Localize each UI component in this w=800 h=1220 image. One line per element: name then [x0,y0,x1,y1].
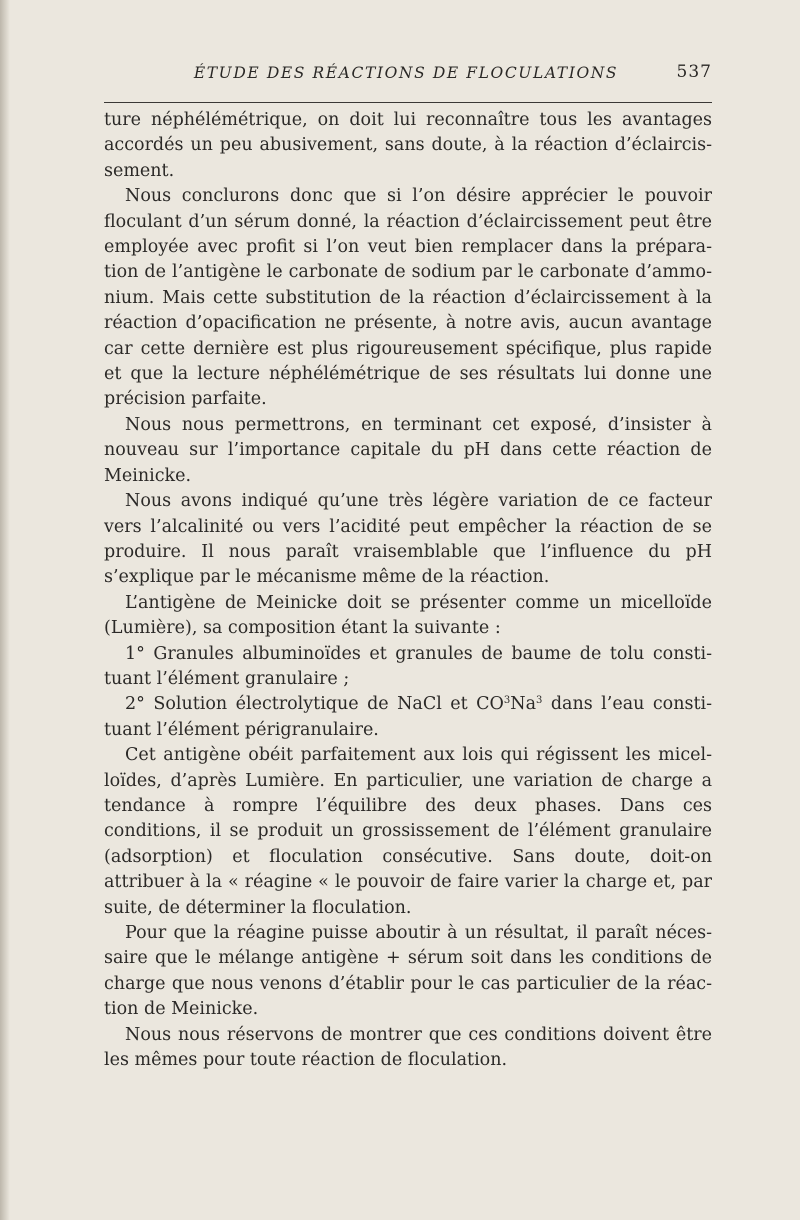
paragraph: L’antigène de Meinicke doit se présenter comme un micelloïde (Lumière), sa composition étant la suivante : [104,592,712,639]
list-item-solution [104,692,712,743]
paragraph: Nous conclurons donc que si l’on désire apprécier le pouvoir floculant d’un sérum donné, la réaction d’éclaircissement peut être employée avec profit si l’on veut bien remplacer dans la préparation de l’antigène le carbonate de sodium par le carbonate d’ammonium. Mais cette substitution de la réaction d’éclaircissement à la réaction d’opacification ne présente, à notre avis, aucun avantage car cette dernière est plus rigoureusement spécifique, plus rapide et que la lecture néphélémétrique de ses résultats lui donne une précision parfaite. [104,186,712,410]
paragraph-continuation: ture néphélémétrique, on doit lui reconnaître tous les avantages accordés un peu abusivement, sans doute, à la réaction d’éclaircissement. [104,110,712,181]
paragraph: Nous avons indiqué qu’une très légère variation de ce facteur vers l’alcalinité ou vers l’acidité peut empêcher la réaction de se produire. Il nous paraît vraisemblable que l’influence du pH s’explique par le mécanisme même de la réaction. [104,491,712,588]
paragraph: Nous nous réservons de montrer que ces conditions doivent être les mêmes pour toute réaction de floculation. [104,1024,712,1071]
superscript: 3 [503,695,511,707]
solution-text-mid: Na [510,694,536,715]
running-title: ÉTUDE DES RÉACTIONS DE FLOCULATIONS [193,64,619,82]
paragraph: Nous nous permettrons, en terminant cet exposé, d’insister à nouveau sur l’importance capitale du pH dans cette réaction de Meinicke. [104,414,712,486]
paragraph: Cet antigène obéit parfaitement aux lois qui régissent les micelloïdes, d’après Lumière. En particulier, une variation de charge a tendance à rompre l’équilibre des deux phases. Dans ces conditions, il se produit un grossissement de l’élément granulaire (adsorption) et floculation consécutive. Sans doute, doit-on attribuer à la « réagine « le pouvoir de faire varier la charge et, par suite, de déterminer la floculation. [104,745,712,918]
running-head [100,62,712,90]
list-item-granules: 1° Granules albuminoïdes et granules de baume de tolu constituant l’élément granulaire ; [104,643,712,689]
binding-shadow [0,0,10,1220]
body-text [104,108,712,1073]
paragraph: Pour que la réagine puisse aboutir à un résultat, il paraît nécessaire que le mélange antigène + sérum soit dans les conditions de charge que nous venons d’établir pour le cas particulier de la réaction de Meinicke. [104,923,712,1020]
header-rule [104,102,712,103]
page-number: 537 [676,62,712,82]
solution-text-after: dans l’eau constituant l’élément périgranulaire. [104,694,712,740]
solution-text-before: 2° Solution électrolytique de NaCl et CO [125,694,504,715]
superscript: 3 [536,695,543,707]
